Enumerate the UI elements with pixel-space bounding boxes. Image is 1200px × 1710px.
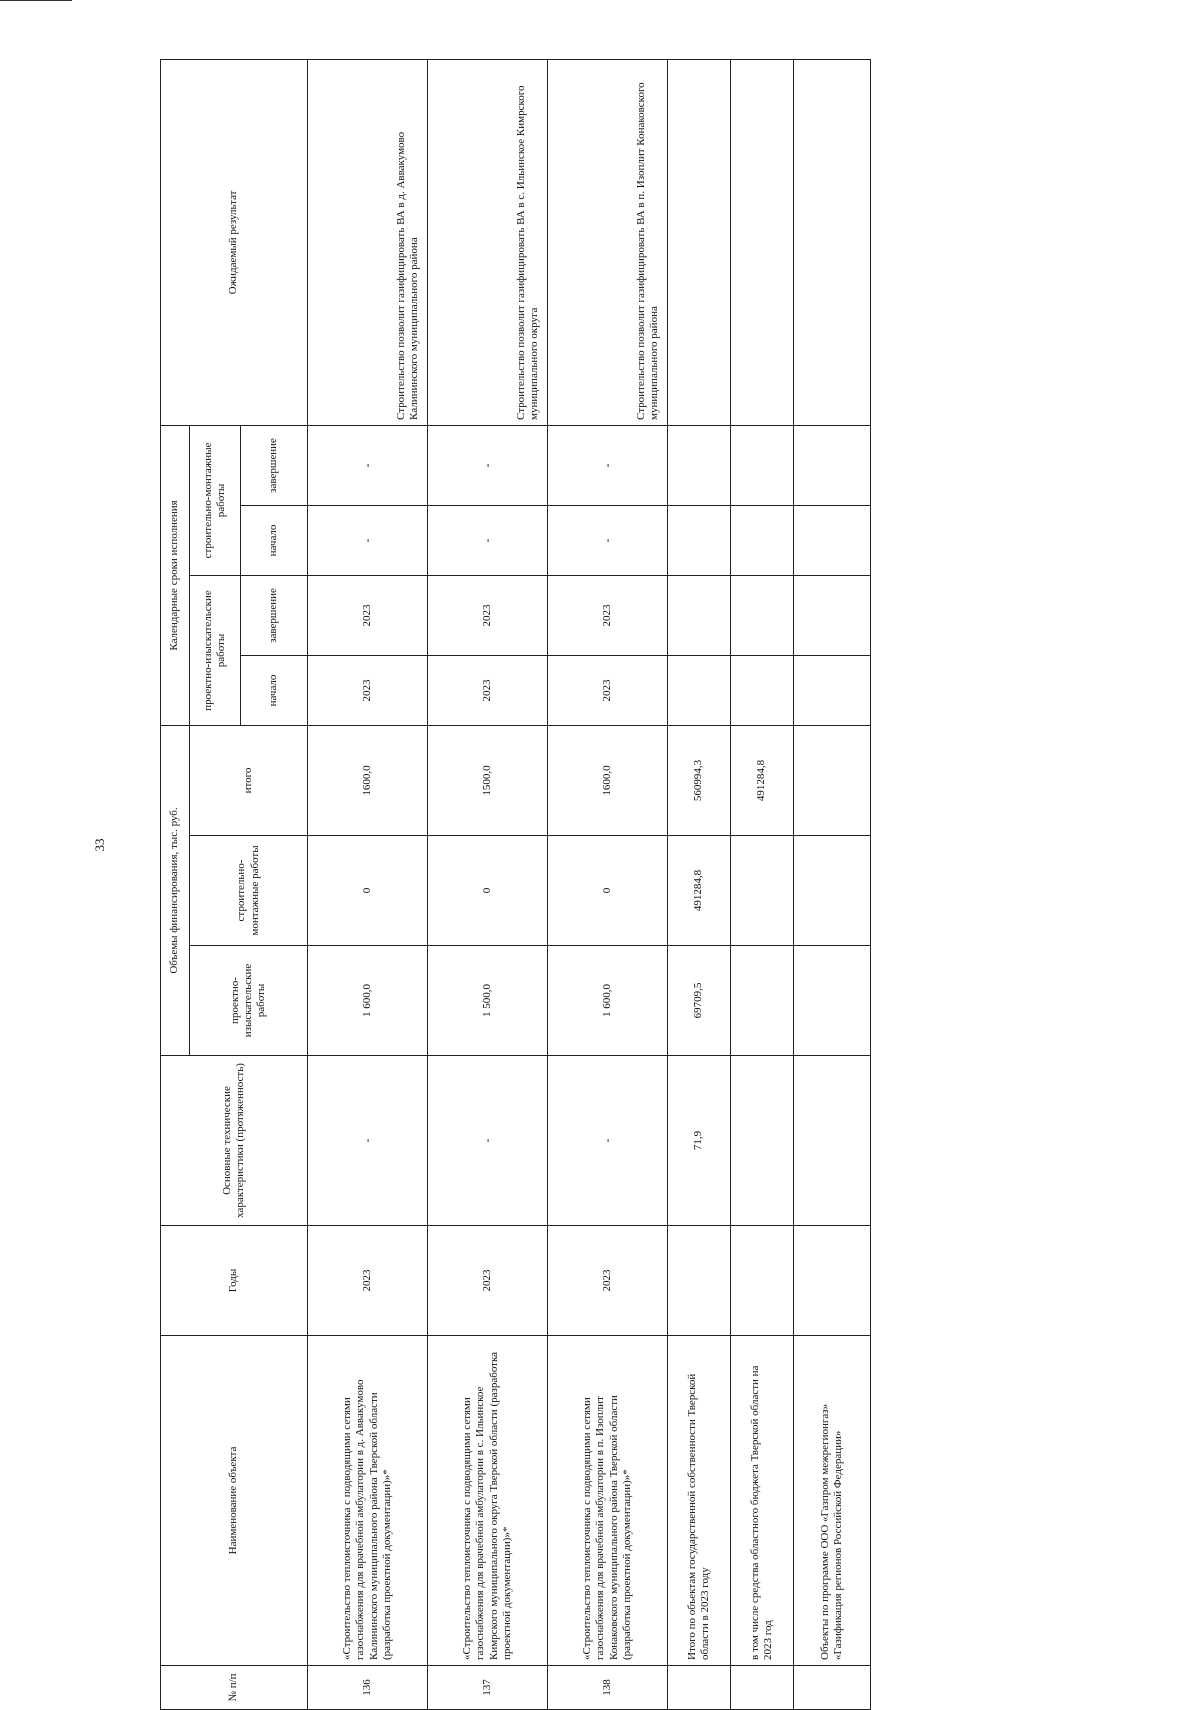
top-border-line — [0, 0, 72, 1]
row-num: 136 — [308, 1666, 428, 1710]
row-fin-pir: 1 600,0 — [548, 946, 668, 1056]
row-years: 2023 — [548, 1226, 668, 1336]
gazprom-years — [794, 1226, 871, 1336]
gazprom-fin-smr — [794, 836, 871, 946]
gazprom-result — [794, 59, 871, 425]
gazprom-pir-start — [794, 656, 871, 726]
gazprom-row — [794, 59, 871, 1709]
row-years: 2023 — [308, 1226, 428, 1336]
budget-tech — [731, 1056, 794, 1226]
row-fin-total: 1600,0 — [548, 726, 668, 836]
budget-row — [731, 59, 794, 1709]
row-fin-smr: 0 — [308, 836, 428, 946]
row-tech: - — [308, 1056, 428, 1226]
header-smr-start: начало — [241, 506, 308, 576]
row-smr-end: - — [428, 425, 548, 505]
row-num: 138 — [548, 1666, 668, 1710]
header-fin-total: итого — [190, 726, 308, 836]
header-dates-pir: проектно-изыскательские работы — [190, 576, 241, 726]
budget-fin-pir — [731, 946, 794, 1056]
row-pir-start: 2023 — [428, 656, 548, 726]
total-num — [668, 1666, 731, 1710]
row-num: 137 — [428, 1666, 548, 1710]
header-fin-pir: проектно-изыскательские работы — [190, 946, 308, 1056]
row-name: «Строительство теплоисточника с подводящими сетями газоснабжения для врачебной амбулатории в с. Ильинское Кимрского муниципального округа Тверской области (разработка проектной документации)»* — [428, 1336, 548, 1666]
total-years — [668, 1226, 731, 1336]
budget-smr-end — [731, 425, 794, 505]
gasification-objects-table — [160, 59, 871, 1710]
header-pir-start: начало — [241, 656, 308, 726]
row-fin-smr: 0 — [548, 836, 668, 946]
budget-num — [731, 1666, 794, 1710]
header-name: Наименование объекта — [161, 1336, 308, 1666]
header-tech: Основные технические характеристики (протяженность) — [161, 1056, 308, 1226]
budget-fin-smr — [731, 836, 794, 946]
gazprom-smr-end — [794, 425, 871, 505]
header-finance: Объемы финансирования, тыс. руб. — [161, 726, 190, 1056]
header-fin-smr: строительно-монтажные работы — [190, 836, 308, 946]
budget-smr-start — [731, 506, 794, 576]
row-fin-pir: 1 500,0 — [428, 946, 548, 1056]
row-smr-start: - — [308, 506, 428, 576]
total-fin-smr: 491284,8 — [668, 836, 731, 946]
header-row-1 — [161, 59, 190, 1709]
rotated-table-content — [160, 60, 1200, 1710]
total-fin-pir: 69709,5 — [668, 946, 731, 1056]
header-dates-smr: строительно-монтажные работы — [190, 425, 241, 575]
total-name: Итого по объектам государственной собственности Тверской области в 2023 году — [668, 1336, 731, 1666]
row-fin-total: 1600,0 — [308, 726, 428, 836]
total-pir-end — [668, 576, 731, 656]
total-fin-total: 560994,3 — [668, 726, 731, 836]
table-row — [428, 59, 548, 1709]
gazprom-fin-total — [794, 726, 871, 836]
table-row — [308, 59, 428, 1709]
row-pir-end: 2023 — [428, 576, 548, 656]
gazprom-pir-end — [794, 576, 871, 656]
row-fin-pir: 1 600,0 — [308, 946, 428, 1056]
budget-fin-total: 491284,8 — [731, 726, 794, 836]
row-pir-end: 2023 — [548, 576, 668, 656]
row-smr-start: - — [428, 506, 548, 576]
header-years: Годы — [161, 1226, 308, 1336]
total-tech: 71,9 — [668, 1056, 731, 1226]
row-result: Строительство позволит газифицировать ВА в п. Изоплит Конаковского муниципального района — [548, 59, 668, 425]
header-smr-end: завершение — [241, 425, 308, 505]
row-pir-end: 2023 — [308, 576, 428, 656]
table-row — [548, 59, 668, 1709]
row-result: Строительство позволит газифицировать ВА в с. Ильинское Кимрского муниципального округа — [428, 59, 548, 425]
budget-years — [731, 1226, 794, 1336]
page-number: 33 — [92, 838, 107, 852]
gazprom-fin-pir — [794, 946, 871, 1056]
row-smr-start: - — [548, 506, 668, 576]
row-result: Строительство позволит газифицировать ВА в д. Аввакумово Калининского муниципального района — [308, 59, 428, 425]
row-smr-end: - — [308, 425, 428, 505]
header-pir-end: завершение — [241, 576, 308, 656]
row-smr-end: - — [548, 425, 668, 505]
budget-pir-start — [731, 656, 794, 726]
budget-name: в том числе средства областного бюджета Тверской области на 2023 год — [731, 1336, 794, 1666]
budget-pir-end — [731, 576, 794, 656]
row-fin-total: 1500,0 — [428, 726, 548, 836]
gazprom-tech — [794, 1056, 871, 1226]
total-row — [668, 59, 731, 1709]
gazprom-smr-start — [794, 506, 871, 576]
row-tech: - — [548, 1056, 668, 1226]
total-pir-start — [668, 656, 731, 726]
rotated-table-wrapper — [160, 60, 1200, 1710]
row-pir-start: 2023 — [548, 656, 668, 726]
total-result — [668, 59, 731, 425]
row-fin-smr: 0 — [428, 836, 548, 946]
total-smr-start — [668, 506, 731, 576]
row-years: 2023 — [428, 1226, 548, 1336]
header-num: № п/п — [161, 1666, 308, 1710]
header-result: Ожидаемый результат — [161, 59, 308, 425]
budget-result — [731, 59, 794, 425]
row-name: «Строительство теплоисточника с подводящими сетями газоснабжения для врачебной амбулатории в п. Изоплит Конаковского муниципального района Тверской области (разработка проектной документации)»* — [548, 1336, 668, 1666]
row-tech: - — [428, 1056, 548, 1226]
header-dates: Календарные сроки исполнения — [161, 425, 190, 725]
gazprom-num — [794, 1666, 871, 1710]
row-name: «Строительство теплоисточника с подводящими сетями газоснабжения для врачебной амбулатории в д. Аввакумово Калининского муниципального района Тверской области (разработка проектной документации)»* — [308, 1336, 428, 1666]
total-smr-end — [668, 425, 731, 505]
row-pir-start: 2023 — [308, 656, 428, 726]
gazprom-name: Объекты по программе ООО «Газпром межрегионгаз» «Газификация регионов Российской Федерации» — [794, 1336, 871, 1666]
